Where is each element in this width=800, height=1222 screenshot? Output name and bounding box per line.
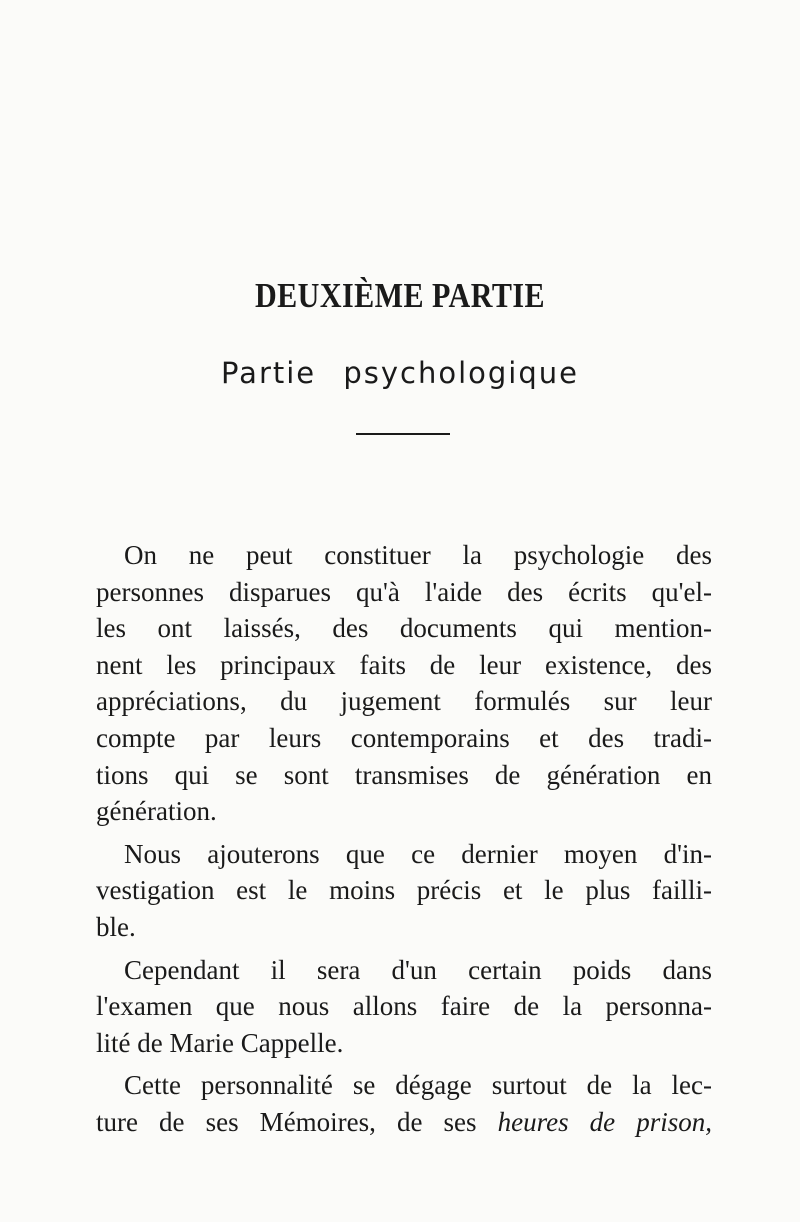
text-line: [96, 1104, 712, 1141]
text-line: vestigation est le moins précis et le plus failli-: [96, 875, 712, 906]
text-line: personnes disparues qu'à l'aide des écrits qu'el-: [96, 576, 712, 607]
text-line: appréciations, du jugement formulés sur leur: [96, 686, 712, 717]
part-subtitle: Partie psychologique: [220, 356, 579, 390]
body-text: [96, 537, 712, 1141]
text-line: lité de Marie Cappelle.: [96, 1027, 344, 1058]
text-line: Cette personnalité se dégage surtout de la lec-: [124, 1070, 712, 1101]
text-run: ture de ses Mémoires, de ses: [96, 1106, 498, 1137]
paragraph-1: [96, 537, 712, 830]
section-divider: [356, 433, 450, 435]
paragraph-2: [96, 836, 712, 946]
part-title: DEUXIÈME PARTIE: [255, 276, 545, 315]
text-line: Cependant il sera d'un certain poids dans: [124, 954, 712, 985]
italic-title: heures de prison,: [497, 1106, 713, 1137]
text-line: tions qui se sont transmises de génération en: [96, 759, 712, 790]
text-line: Nous ajouterons que ce dernier moyen d'in-: [124, 838, 712, 869]
paragraph-4: [96, 1067, 712, 1140]
text-line: les ont laissés, des documents qui mention-: [96, 613, 712, 644]
text-line: ble.: [96, 911, 136, 942]
text-line: On ne peut constituer la psychologie des: [124, 540, 712, 570]
text-line: génération.: [96, 796, 217, 827]
text-line: l'examen que nous allons faire de la personna-: [96, 991, 712, 1022]
text-line: compte par leurs contemporains et des tradi-: [96, 722, 712, 753]
text-line: nent les principaux faits de leur existence, des: [96, 649, 712, 680]
paragraph-3: [96, 952, 712, 1062]
